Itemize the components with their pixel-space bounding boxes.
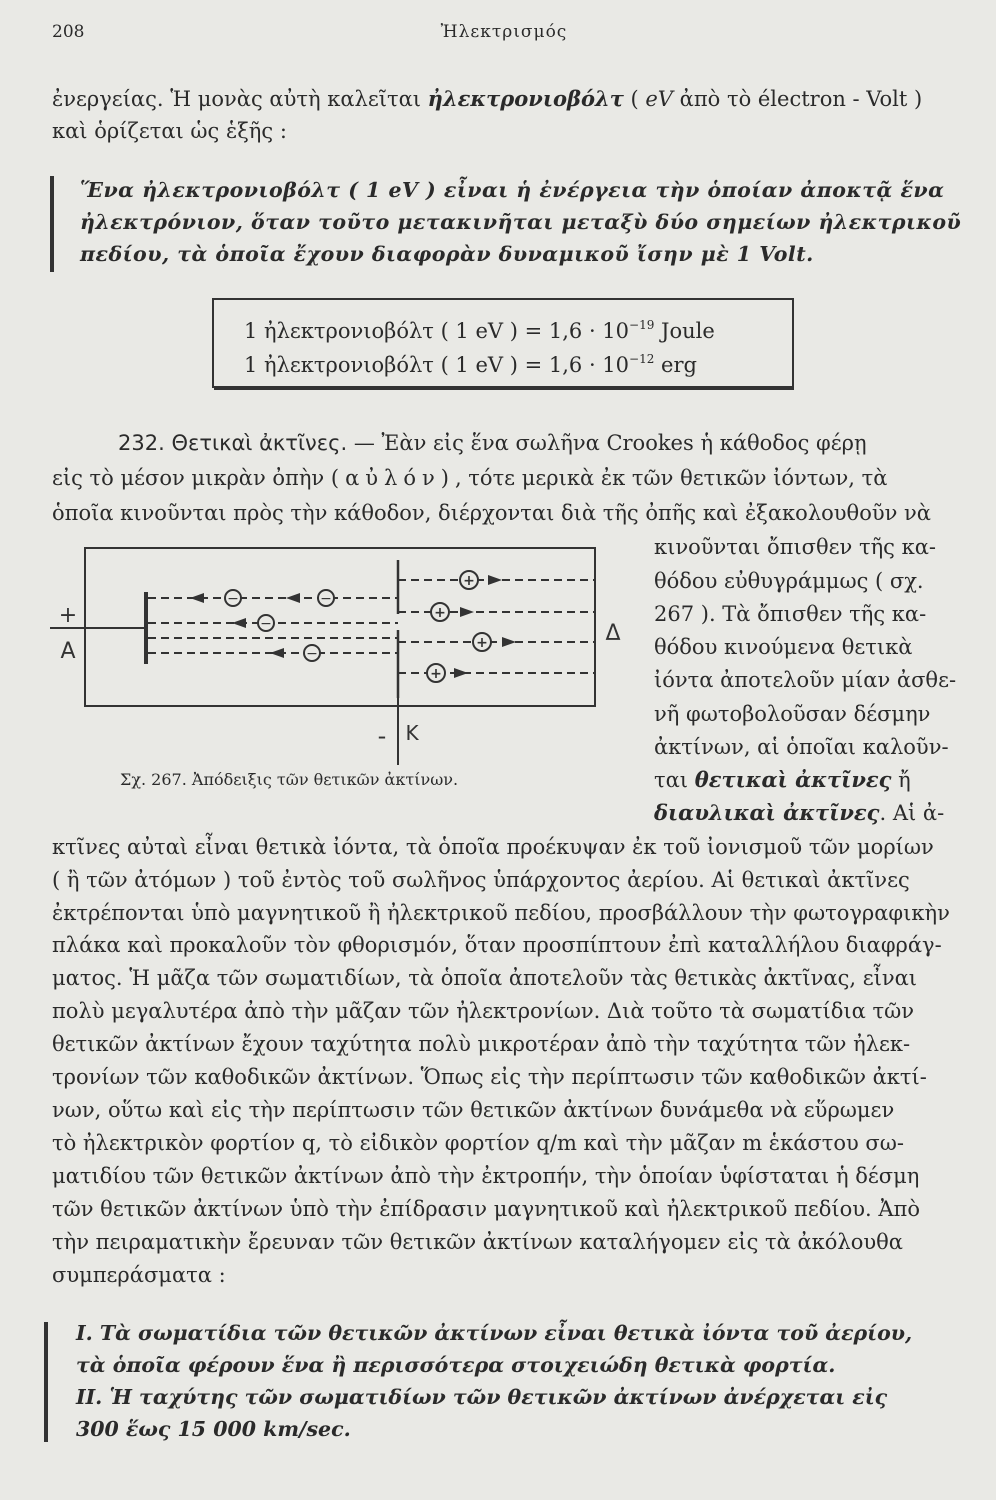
conversion-exponent: −12 bbox=[629, 352, 655, 366]
body-line: ἐκτρέπονται ὑπὸ μαγνητικοῦ ἢ ἠλεκτρικοῦ πεδίου, προσβάλλουν τὴν φωτογραφικὴν bbox=[52, 901, 950, 925]
definition-line: ἠλεκτρόνιον, ὅταν τοῦτο μετακινῆται μεταξὺ δύο σημείων ἠλεκτρικοῦ bbox=[80, 210, 962, 234]
body-line: τὸ ἠλεκτρικὸν φορτίον q, τὸ εἰδικὸν φορτίον q/m καὶ τὴν μᾶζαν m ἑκάστου σω- bbox=[52, 1131, 904, 1155]
figure-caption: Σχ. 267. Ἀπόδειξις τῶν θετικῶν ἀκτίνων. bbox=[120, 770, 459, 789]
conclusion-line: II. Ἡ ταχύτης τῶν σωματιδίων τῶν θετικῶν ἀκτίνων ἀνέρχεται εἰς bbox=[76, 1385, 888, 1409]
electron-symbol: − bbox=[227, 591, 239, 607]
label-minus: - bbox=[377, 722, 387, 750]
section-text: — Ἐὰν εἰς ἕνα σωλῆνα Crookes ἡ κάθοδος φέρῃ bbox=[347, 431, 867, 455]
body-line: θετικῶν ἀκτίνων ἔχουν ταχύτητα πολὺ μικροτέραν ἀπὸ τὴν ταχύτητα τῶν ἠλεκ- bbox=[52, 1032, 911, 1056]
conversion-unit: Joule bbox=[654, 319, 715, 343]
ion-symbol: + bbox=[434, 605, 446, 621]
definition-line: Ἕνα ἠλεκτρονιοβόλτ ( 1 eV ) εἶναι ἡ ἐνέργεια τὴν ὁποίαν ἀποκτᾷ ἕνα bbox=[80, 178, 945, 202]
arrow-left bbox=[270, 648, 284, 658]
arrow-right bbox=[454, 668, 468, 678]
arrow-left bbox=[286, 593, 300, 603]
page-number: 208 bbox=[52, 22, 85, 42]
electron-symbol: − bbox=[260, 616, 272, 632]
tube-outline bbox=[85, 548, 595, 706]
side-text: ἤ bbox=[891, 768, 911, 792]
side-text-line: θόδου κινούμενα θετικὰ bbox=[654, 635, 913, 659]
label-cathode: K bbox=[405, 721, 419, 745]
body-line: πολὺ μεγαλυτέρα ἀπὸ τὴν μᾶζαν τῶν ἠλεκτρονίων. Διὰ τοῦτο τὰ σωματίδια τῶν bbox=[52, 999, 915, 1023]
arrow-right bbox=[460, 607, 474, 617]
ion-symbol: + bbox=[463, 573, 475, 589]
definition-bar bbox=[50, 176, 54, 272]
section-line-3: ὁποῖα κινοῦνται πρὸς τὴν κάθοδον, διέρχονται διὰ τῆς ὀπῆς καὶ ἐξακολουθοῦν νὰ bbox=[52, 501, 931, 525]
section-heading-line bbox=[118, 428, 867, 458]
page-header bbox=[52, 22, 956, 52]
body-line: πλάκα καὶ προκαλοῦν τὸν φθορισμόν, ὅταν προσπίπτουν ἐπὶ καταλλήλου διαφράγ- bbox=[52, 933, 942, 957]
box-shadow-rule bbox=[214, 388, 794, 390]
arrow-left bbox=[232, 618, 246, 628]
term-canal-rays: διαυλικαὶ ἀκτῖνες bbox=[654, 800, 880, 825]
intro-line-1 bbox=[52, 84, 922, 114]
label-delta: Δ bbox=[605, 621, 621, 646]
side-text: . Αἱ ἀ- bbox=[879, 801, 945, 825]
section-number: 232. bbox=[118, 431, 165, 455]
side-text-line: κινοῦνται ὄπισθεν τῆς κα- bbox=[654, 535, 937, 559]
conversion-lhs: 1 ἠλεκτρονιοβόλτ ( 1 eV ) = 1,6 · 10 bbox=[244, 353, 630, 377]
definition-line: πεδίου, τὰ ὁποῖα ἔχουν διαφορὰν δυναμικοῦ ἴσην μὲ 1 Volt. bbox=[80, 242, 814, 266]
side-text-line-9 bbox=[654, 798, 944, 828]
side-text-line: 267 ). Τὰ ὄπισθεν τῆς κα- bbox=[654, 602, 927, 626]
body-line: συμπεράσματα : bbox=[52, 1263, 226, 1287]
body-line: νων, οὕτω καὶ εἰς τὴν περίπτωσιν τῶν θετικῶν ἀκτίνων δυνάμεθα νὰ εὕρωμεν bbox=[52, 1098, 895, 1122]
conversion-exponent: −19 bbox=[629, 318, 655, 332]
body-line: ματος. Ἡ μᾶζα τῶν σωματιδίων, τὰ ὁποῖα ἀποτελοῦν τὰς θετικὰς ἀκτῖνας, εἶναι bbox=[52, 966, 918, 990]
side-text: ται bbox=[654, 768, 695, 792]
figure-267-crookes-tube bbox=[50, 540, 630, 780]
ion-symbol: + bbox=[476, 635, 488, 651]
term-aulon: (αὐλόν) bbox=[330, 466, 455, 490]
intro-text: ἀπὸ τὸ électron - Volt ) bbox=[672, 87, 923, 111]
body-line: τρονίων τῶν καθοδικῶν ἀκτίνων. Ὅπως εἰς τὴν περίπτωσιν τῶν καθοδικῶν ἀκτί- bbox=[52, 1065, 927, 1089]
conclusion-line: τὰ ὁποῖα φέρουν ἕνα ἢ περισσότερα στοιχειώδη θετικὰ φορτία. bbox=[76, 1353, 836, 1377]
term-electronvolt: ἠλεκτρονιοβόλτ bbox=[427, 86, 624, 111]
conclusion-line: I. Τὰ σωματίδια τῶν θετικῶν ἀκτίνων εἶναι θετικὰ ἰόντα τοῦ ἀερίου, bbox=[76, 1321, 913, 1345]
arrow-left bbox=[190, 593, 204, 603]
conversion-unit: erg bbox=[654, 353, 697, 377]
electron-symbol: − bbox=[320, 591, 332, 607]
conversion-lhs: 1 ἠλεκτρονιοβόλτ ( 1 eV ) = 1,6 · 10 bbox=[244, 319, 630, 343]
arrow-right bbox=[488, 575, 502, 585]
side-text-line-8 bbox=[654, 765, 911, 795]
side-text-line: νῆ φωτοβολοῦσαν δέσμην bbox=[654, 702, 931, 726]
unit-ev: eV bbox=[645, 87, 673, 111]
conversion-row-erg bbox=[244, 350, 697, 380]
body-line: τῶν θετικῶν ἀκτίνων ὑπὸ τὴν ἐπίδρασιν μαγνητικοῦ καὶ ἠλεκτρικοῦ πεδίου. Ἀπὸ bbox=[52, 1197, 920, 1221]
electron-symbol: − bbox=[306, 646, 318, 662]
section-text: εἰς τὸ μέσον μικρὰν ὀπὴν bbox=[52, 466, 331, 490]
term-positive-rays: θετικαὶ ἀκτῖνες bbox=[694, 767, 892, 792]
conclusion-line: 300 ἕως 15 000 km/sec. bbox=[76, 1417, 351, 1441]
arrow-right bbox=[502, 637, 516, 647]
body-line: κτῖνες αὐταὶ εἶναι θετικὰ ἰόντα, τὰ ὁποῖα προέκυψαν ἐκ τοῦ ἰονισμοῦ τῶν μορίων bbox=[52, 835, 934, 859]
conclusions-bar bbox=[44, 1322, 48, 1442]
body-line: ( ἢ τῶν ἀτόμων ) τοῦ ἐντὸς τοῦ σωλῆνος ὑπάρχοντος ἀερίου. Αἱ θετικαὶ ἀκτῖνες bbox=[52, 868, 910, 892]
side-text-line: θόδου εὐθυγράμμως ( σχ. bbox=[654, 569, 924, 593]
intro-line-2: καὶ ὁρίζεται ὡς ἑξῆς : bbox=[52, 119, 287, 143]
label-plus: + bbox=[58, 603, 78, 628]
side-text-line: ἀκτίνων, αἱ ὁποῖαι καλοῦν- bbox=[654, 735, 949, 759]
section-text: , τότε μερικὰ ἐκ τῶν θετικῶν ἰόντων, τὰ bbox=[454, 466, 888, 490]
body-line: ματιδίου τῶν θετικῶν ἀκτίνων ἀπὸ τὴν ἐκτροπήν, τὴν ὁποίαν ὑφίσταται ἡ δέσμη bbox=[52, 1164, 920, 1188]
section-title: Θετικαὶ ἀκτῖνες. bbox=[171, 431, 348, 455]
section-line-2 bbox=[52, 463, 887, 493]
intro-text: ( bbox=[623, 87, 646, 111]
body-line: τὴν πειραματικὴν ἔρευναν τῶν θετικῶν ἀκτίνων καταλήγομεν εἰς τὰ ἀκόλουθα bbox=[52, 1230, 903, 1254]
conversion-row-joule bbox=[244, 316, 715, 346]
ion-symbol: + bbox=[430, 666, 442, 682]
intro-text: ἐνεργείας. Ἡ μονὰς αὐτὴ καλεῖται bbox=[52, 87, 428, 111]
label-anode: A bbox=[60, 639, 76, 664]
running-title: Ἠλεκτρισμός bbox=[440, 22, 568, 42]
side-text-line: ἰόντα ἀποτελοῦν μίαν ἀσθε- bbox=[654, 668, 957, 692]
